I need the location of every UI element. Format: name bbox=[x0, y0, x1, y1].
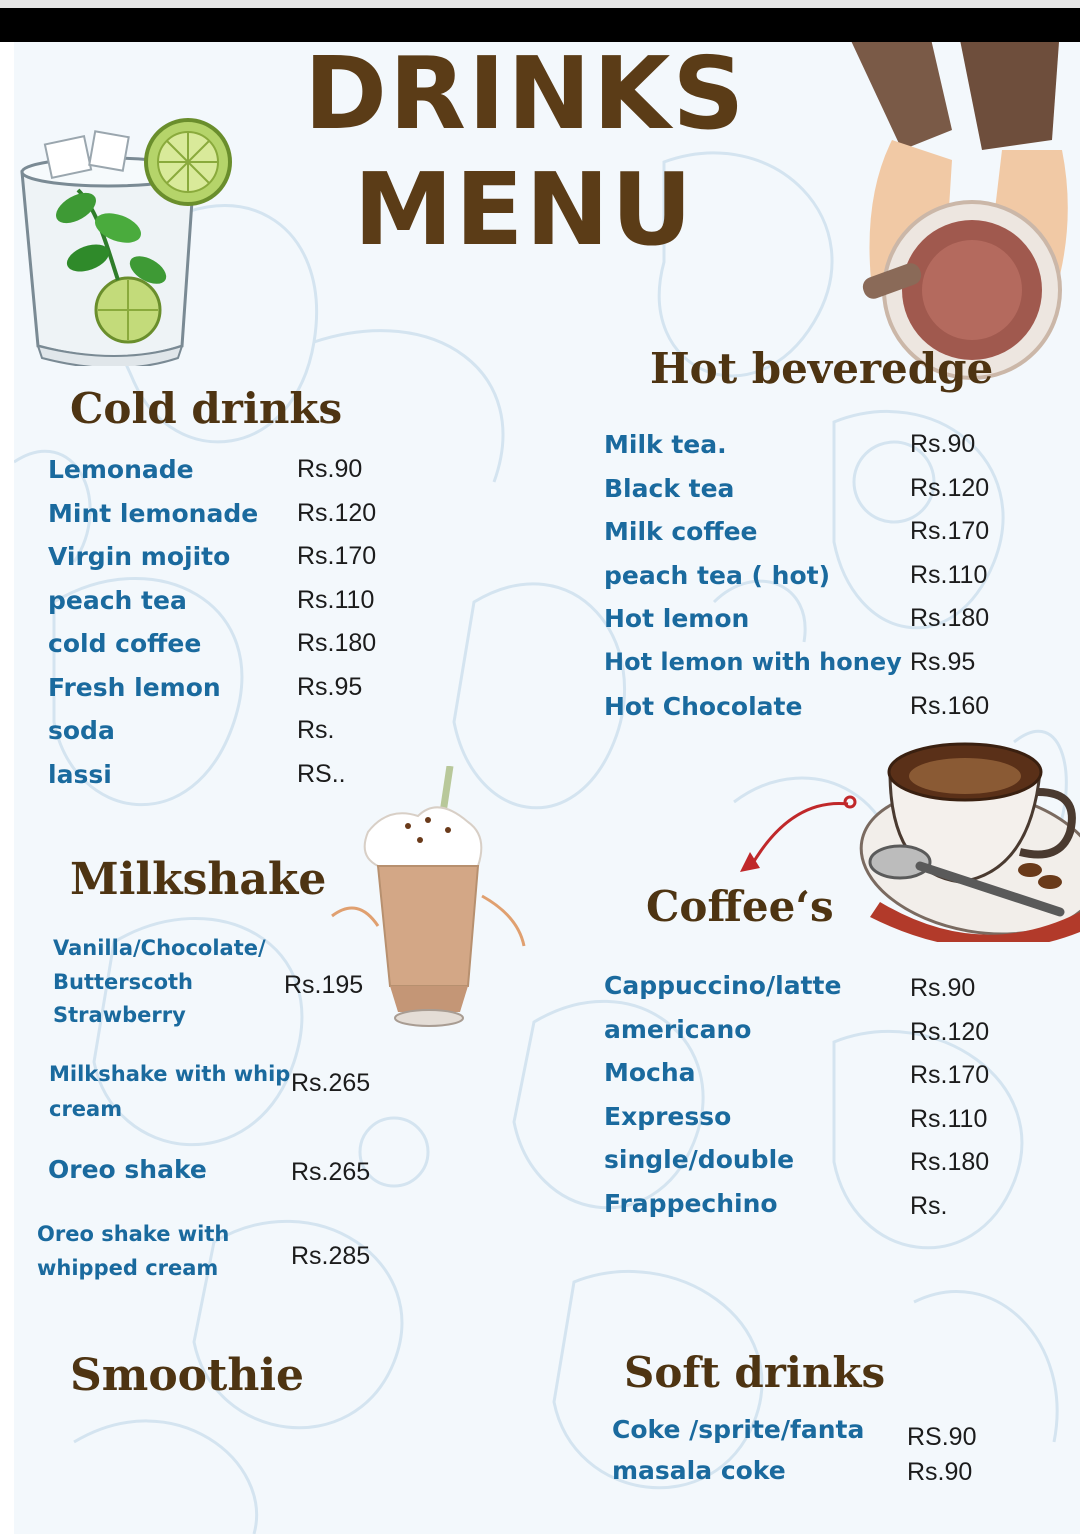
soft-drink-name: masala coke bbox=[612, 1456, 786, 1485]
hot-beverage-name: peach tea ( hot) bbox=[604, 561, 831, 590]
hot-beverage-price: Rs.180 bbox=[910, 604, 990, 632]
hot-beverage-price: Rs.110 bbox=[910, 561, 988, 589]
heading-coffees: Coffee‘s bbox=[646, 882, 834, 931]
milkshake-price: Rs.195 bbox=[284, 971, 364, 999]
hot-beverage-name: Hot Chocolate bbox=[604, 692, 803, 721]
hot-beverage-name: Hot lemon bbox=[604, 604, 750, 633]
coffee-price: Rs.110 bbox=[910, 1105, 988, 1133]
mojito-glass-illustration bbox=[18, 110, 238, 366]
hot-beverage-price: Rs.95 bbox=[910, 648, 976, 676]
hot-beverage-price: Rs.160 bbox=[910, 692, 990, 720]
cold-drink-price: Rs.170 bbox=[297, 542, 377, 570]
cold-drink-price: Rs. bbox=[297, 716, 335, 744]
heading-smoothie: Smoothie bbox=[70, 1350, 305, 1401]
cold-drink-name: cold coffee bbox=[48, 629, 202, 658]
milkshake-name: Oreo shake bbox=[48, 1155, 207, 1184]
heading-hot-beverage: Hot beveredge bbox=[650, 344, 994, 393]
hot-beverage-price: Rs.120 bbox=[910, 474, 990, 502]
cold-drink-name: lassi bbox=[48, 760, 112, 789]
hot-beverage-price: Rs.170 bbox=[910, 517, 990, 545]
top-black-bar bbox=[0, 8, 1080, 42]
cold-drink-price: Rs.110 bbox=[297, 586, 375, 614]
top-strip bbox=[0, 0, 1080, 8]
milkshake-name-line: Strawberry bbox=[53, 1003, 186, 1028]
heading-milkshake: Milkshake bbox=[70, 854, 327, 905]
soft-drink-price: Rs.90 bbox=[907, 1458, 973, 1486]
hot-beverage-name: Hot lemon with honey bbox=[604, 648, 902, 676]
cold-drink-price: RS.. bbox=[297, 760, 346, 788]
title-line-1: DRINKS bbox=[304, 42, 747, 152]
coffee-price: Rs.120 bbox=[910, 1018, 990, 1046]
cold-drink-name: Virgin mojito bbox=[48, 542, 231, 571]
heading-soft-drinks: Soft drinks bbox=[624, 1348, 886, 1397]
hands-holding-cup-illustration bbox=[832, 42, 1080, 380]
coffee-name: Mocha bbox=[604, 1058, 696, 1087]
coffee-name: Expresso bbox=[604, 1102, 732, 1131]
milkshake-name-line: Oreo shake with bbox=[37, 1222, 230, 1246]
milkshake-name bbox=[37, 1218, 287, 1285]
heading-cold-drinks: Cold drinks bbox=[70, 384, 343, 433]
milkshake-name-line: Milkshake with whip bbox=[49, 1062, 291, 1086]
hot-beverage-name: Black tea bbox=[604, 474, 735, 503]
milkshake-name bbox=[49, 1057, 299, 1126]
cold-drink-name: Mint lemonade bbox=[48, 499, 259, 528]
coffee-name: Frappechino bbox=[604, 1189, 778, 1218]
cold-drink-price: Rs.95 bbox=[297, 673, 363, 701]
title-line-2: MENU bbox=[353, 151, 695, 268]
milkshake-name-line: whipped cream bbox=[37, 1255, 219, 1280]
coffee-price: Rs.180 bbox=[910, 1148, 990, 1176]
milkshake-name-line: Butterscoth bbox=[53, 969, 193, 994]
coffee-price: Rs. bbox=[910, 1192, 948, 1220]
cold-drink-name: peach tea bbox=[48, 586, 187, 615]
arrow-icon bbox=[730, 792, 860, 882]
coffee-name: single/double bbox=[604, 1145, 795, 1174]
menu-page bbox=[14, 42, 1080, 1534]
cold-drink-price: Rs.90 bbox=[297, 455, 363, 483]
cold-drink-name: Fresh lemon bbox=[48, 673, 221, 702]
hot-beverage-name: Milk tea. bbox=[604, 430, 727, 459]
cold-drink-price: Rs.120 bbox=[297, 499, 377, 527]
milkshake-name-line: cream bbox=[49, 1096, 123, 1121]
soft-drink-name: Coke /sprite/fanta bbox=[612, 1415, 865, 1444]
coffee-price: Rs.90 bbox=[910, 974, 976, 1002]
cold-drink-name: Lemonade bbox=[48, 455, 194, 484]
cold-drink-price: Rs.180 bbox=[297, 629, 377, 657]
coffee-name: Cappuccino/latte bbox=[604, 971, 842, 1000]
cold-drink-name: soda bbox=[48, 716, 115, 745]
coffee-price: Rs.170 bbox=[910, 1061, 990, 1089]
milkshake-price: Rs.265 bbox=[291, 1069, 371, 1097]
milkshake-name-line: Vanilla/Chocolate/ bbox=[53, 936, 266, 960]
milkshake-price: Rs.265 bbox=[291, 1158, 371, 1186]
coffee-name: americano bbox=[604, 1015, 752, 1044]
coffee-cup-saucer-illustration bbox=[850, 732, 1080, 942]
milkshake-name bbox=[53, 932, 283, 1033]
hot-beverage-name: Milk coffee bbox=[604, 517, 758, 546]
hot-beverage-price: Rs.90 bbox=[910, 430, 976, 458]
soft-drink-price: RS.90 bbox=[907, 1423, 977, 1451]
milkshake-price: Rs.285 bbox=[291, 1242, 371, 1270]
